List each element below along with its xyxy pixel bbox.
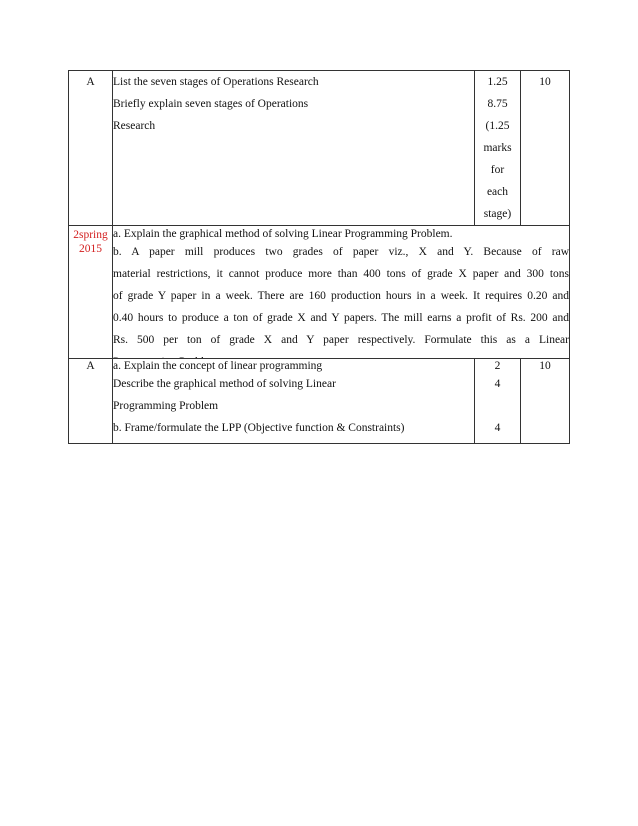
question-table xyxy=(68,70,570,444)
row-label-cell xyxy=(69,71,113,226)
row-label-line: 2015 xyxy=(79,243,102,255)
question-cell xyxy=(113,71,475,226)
marks-line: for xyxy=(490,164,505,176)
marks-line: stage) xyxy=(483,208,512,220)
marks-line xyxy=(475,395,520,417)
marks-line: 8.75 xyxy=(487,98,508,110)
question-line: Research xyxy=(113,120,156,132)
question-cell xyxy=(113,359,475,444)
total-marks: 10 xyxy=(539,76,551,88)
question-line: Programming Problem xyxy=(113,400,219,412)
marks-cell xyxy=(475,359,521,444)
question-line: Describe the graphical method of solving Linear xyxy=(113,378,336,390)
question-cell xyxy=(113,226,570,359)
marks-line: 4 xyxy=(494,422,501,434)
marks-line: 1.25 xyxy=(487,76,508,88)
question-line: b. Frame/formulate the LPP (Objective function & Constraints) xyxy=(113,422,405,434)
row-label: A xyxy=(86,360,95,372)
question-line: List the seven stages of Operations Research xyxy=(113,76,319,88)
row-label-cell xyxy=(69,226,113,359)
table-row xyxy=(69,359,570,444)
question-text-box xyxy=(113,226,569,358)
table-row xyxy=(69,71,570,226)
marks-line: 2 xyxy=(494,360,501,372)
marks-line: marks xyxy=(483,142,512,154)
marks-line: 4 xyxy=(494,378,501,390)
question-line: a. Explain the graphical method of solving Linear Programming Problem. xyxy=(113,228,453,240)
row-label-cell xyxy=(69,359,113,444)
marks-line: (1.25 xyxy=(485,120,510,132)
row-label: A xyxy=(86,76,95,88)
question-line: 0.40 hours to produce a ton of grade X and Y papers. The mill earns a profit of Rs. 200 and xyxy=(113,312,569,324)
question-line: material restrictions, it cannot produce more than 400 tons of grade X paper and 300 tons xyxy=(113,268,569,280)
row-label-line: 2spring xyxy=(73,229,108,241)
total-marks: 10 xyxy=(539,360,551,372)
marks-cell xyxy=(475,71,521,226)
marks-line: each xyxy=(486,186,509,198)
total-cell xyxy=(521,71,570,226)
question-line: b. A paper mill produces two grades of paper viz., X and Y. Because of raw xyxy=(113,246,569,258)
table-row xyxy=(69,226,570,359)
question-line: Briefly explain seven stages of Operations xyxy=(113,98,309,110)
question-line: of grade Y paper in a week. There are 160 production hours in a week. It requires 0.20 and xyxy=(113,290,569,302)
question-line: a. Explain the concept of linear programming xyxy=(113,360,323,372)
question-line: Rs. 500 per ton of grade X and Y paper respectively. Formulate this as a Linear xyxy=(113,334,569,346)
total-cell xyxy=(521,359,570,444)
question-line-cut xyxy=(113,351,569,358)
